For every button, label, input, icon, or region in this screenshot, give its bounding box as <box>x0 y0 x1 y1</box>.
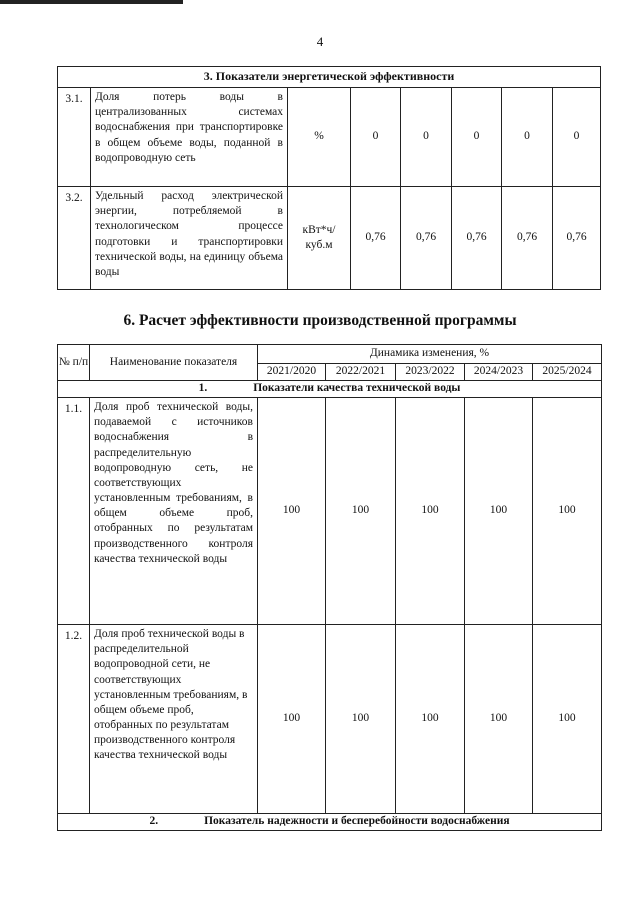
value-cell: 0,76 <box>351 187 401 290</box>
value-cell: 100 <box>258 625 326 814</box>
value-cell: 100 <box>258 398 326 625</box>
value-cell: 100 <box>396 625 465 814</box>
table-row <box>58 88 601 187</box>
year-header: 2025/2024 <box>533 364 602 381</box>
value-cell: 0 <box>351 88 401 187</box>
energy-table-heading: 3. Показатели энергетической эффективности <box>58 67 601 88</box>
value-cell: 100 <box>533 625 602 814</box>
unit-cell: % <box>288 88 351 187</box>
value-cell: 0 <box>401 88 452 187</box>
energy-efficiency-table <box>57 66 601 290</box>
row-number: 1.2. <box>58 625 90 814</box>
unit-cell: кВт*ч/ куб.м <box>288 187 351 290</box>
column-header-dynamics: Динамика изменения, % <box>258 345 602 364</box>
group-heading-2 <box>58 814 602 831</box>
efficiency-table <box>57 344 602 831</box>
year-header: 2023/2022 <box>396 364 465 381</box>
indicator-description: Доля проб технической воды в распределительной водопроводной сети, не соответствующих установленным требованиям, в общем объеме проб, отобранных по результатам производственного контроля качества технической воды <box>90 625 258 814</box>
top-edge-bar <box>0 0 183 4</box>
indicator-description: Удельный расход электрической энергии, потребляемой в технологическом процессе подготовки и транспортировки технической воды, на единицу объема воды <box>91 187 288 290</box>
group-number: 2. <box>149 815 159 828</box>
value-cell: 0,76 <box>452 187 502 290</box>
value-cell: 0,76 <box>502 187 553 290</box>
value-cell: 0 <box>553 88 601 187</box>
value-cell: 0 <box>452 88 502 187</box>
row-number: 3.2. <box>58 187 91 290</box>
page-number: 4 <box>316 34 324 49</box>
row-number: 3.1. <box>58 88 91 187</box>
column-header-name: Наименование показателя <box>90 345 258 381</box>
value-cell: 100 <box>326 625 396 814</box>
row-number: 1.1. <box>58 398 90 625</box>
value-cell: 0,76 <box>553 187 601 290</box>
value-cell: 100 <box>465 625 533 814</box>
group-title: Показатель надежности и бесперебойности водоснабжения <box>204 815 510 828</box>
value-cell: 100 <box>326 398 396 625</box>
column-header-number: № п/п <box>58 345 90 381</box>
value-cell: 0 <box>502 88 553 187</box>
value-cell: 0,76 <box>401 187 452 290</box>
indicator-description: Доля потерь воды в централизованных системах водоснабжения при транспортировке в общем объеме воды, поданной в водопроводную сеть <box>91 88 288 187</box>
table-row <box>58 398 602 625</box>
section-6-title: 6. Расчет эффективности производственной программы <box>123 312 517 329</box>
value-cell: 100 <box>533 398 602 625</box>
year-header: 2022/2021 <box>326 364 396 381</box>
indicator-description: Доля проб технической воды, подаваемой с источников водоснабжения в распределительную водопроводную сеть, не соответствующих установленным требованиям, в общем объеме проб, отобранных по результатам производственного контроля качества технической воды <box>90 398 258 625</box>
year-header: 2021/2020 <box>258 364 326 381</box>
year-header: 2024/2023 <box>465 364 533 381</box>
table-row <box>58 625 602 814</box>
group-title: Показатели качества технической воды <box>253 382 461 395</box>
value-cell: 100 <box>396 398 465 625</box>
group-heading-1 <box>58 381 602 398</box>
group-number: 1. <box>198 382 208 395</box>
table-row <box>58 187 601 290</box>
value-cell: 100 <box>465 398 533 625</box>
